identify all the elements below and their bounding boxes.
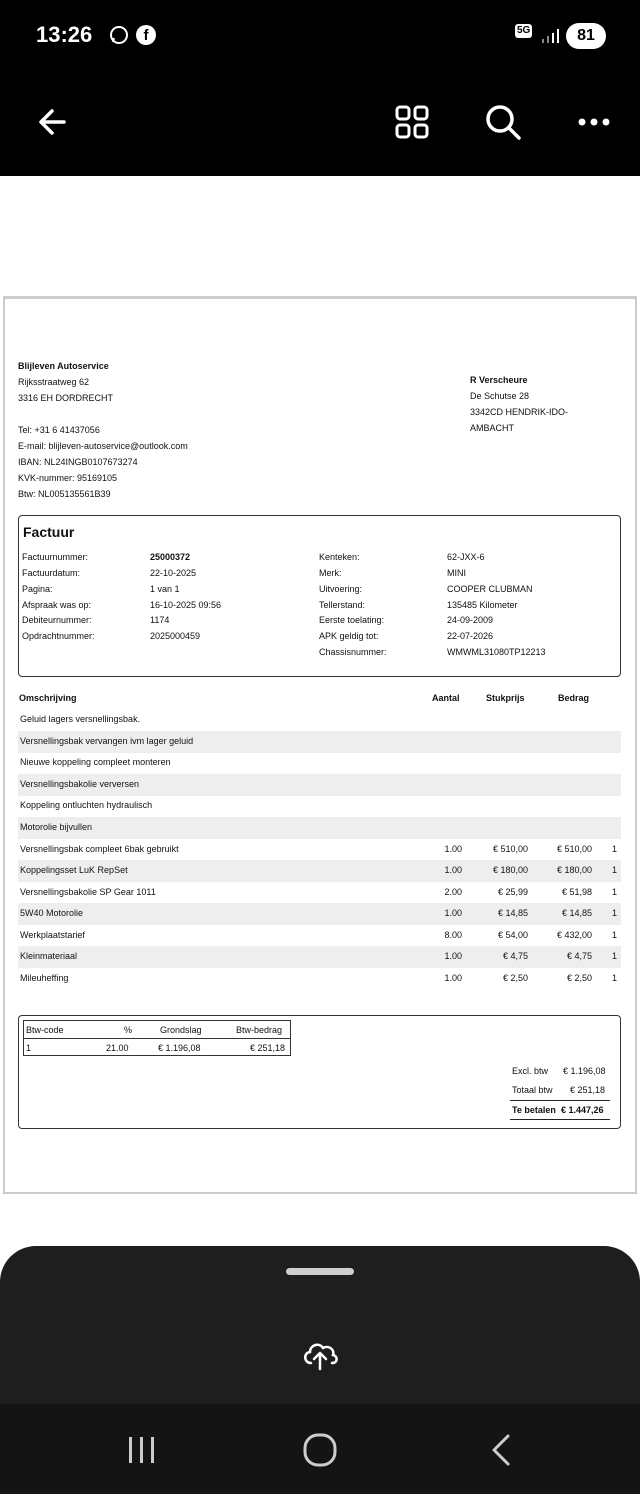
line-unit-price: € 2,50 xyxy=(502,973,528,983)
grid-view-icon[interactable] xyxy=(393,103,433,143)
table-row xyxy=(18,860,621,882)
detail-label: Factuurnummer: xyxy=(22,552,89,562)
detail-label: Pagina: xyxy=(22,584,53,594)
vat-header-percent: % xyxy=(124,1025,133,1035)
line-amount: € 432,00 xyxy=(556,930,592,940)
facebook-icon: f xyxy=(136,25,156,45)
column-header-amount: Bedrag xyxy=(558,693,590,703)
detail-value: WMWML31080TP12213 xyxy=(447,647,546,657)
line-amount: € 14,85 xyxy=(561,908,592,918)
detail-value: 1174 xyxy=(150,615,170,625)
customer-city: 3342CD HENDRIK-IDO- xyxy=(470,407,569,417)
detail-label: Afspraak was op: xyxy=(22,600,92,610)
line-amount: € 51,98 xyxy=(561,887,592,897)
line-quantity: 2.00 xyxy=(444,887,462,897)
signal-icon xyxy=(540,28,560,44)
vat-table-header xyxy=(24,1021,290,1039)
more-options-icon[interactable] xyxy=(576,112,612,132)
detail-label: Factuurdatum: xyxy=(22,568,81,578)
home-icon[interactable] xyxy=(302,1432,338,1468)
table-row xyxy=(18,731,621,753)
line-description: Nieuwe koppeling compleet monteren xyxy=(20,757,171,767)
line-description: Mileuheffing xyxy=(20,973,69,983)
line-description: 5W40 Motorolie xyxy=(20,908,84,918)
table-row xyxy=(18,968,621,990)
detail-label: Eerste toelating: xyxy=(319,615,385,625)
line-quantity: 1.00 xyxy=(444,865,462,875)
line-quantity: 1.00 xyxy=(444,973,462,983)
detail-label: Debiteurnummer: xyxy=(22,615,92,625)
detail-label: Opdrachtnummer: xyxy=(22,631,95,641)
seller-street: Rijksstraatweg 62 xyxy=(18,377,90,387)
seller-kvk: KVK-nummer: 95169105 xyxy=(18,473,118,483)
vat-base: € 1.196,08 xyxy=(158,1043,201,1053)
search-icon[interactable] xyxy=(483,102,523,142)
invoice-title: Factuur xyxy=(23,524,75,540)
detail-value: 16-10-2025 09:56 xyxy=(150,600,222,610)
status-bar xyxy=(0,0,640,72)
detail-value: 2025000459 xyxy=(150,631,201,641)
detail-label: APK geldig tot: xyxy=(319,631,379,641)
battery-indicator: 81 xyxy=(566,23,606,49)
detail-value: 1 van 1 xyxy=(150,584,180,594)
column-header-quantity: Aantal xyxy=(432,693,460,703)
detail-value: 135485 Kilometer xyxy=(447,600,518,610)
detail-label: Tellerstand: xyxy=(319,600,366,610)
table-row xyxy=(18,839,621,861)
totals-divider xyxy=(510,1100,610,1101)
column-header-unit-price: Stukprijs xyxy=(486,693,525,703)
detail-value: COOPER CLUBMAN xyxy=(447,584,533,594)
table-row xyxy=(18,882,621,904)
seller-name: Blijleven Autoservice xyxy=(18,361,109,371)
table-row xyxy=(18,925,621,947)
line-unit-price: € 510,00 xyxy=(492,844,528,854)
line-unit-price: € 180,00 xyxy=(492,865,528,875)
table-row xyxy=(18,946,621,968)
line-unit-price: € 14,85 xyxy=(497,908,528,918)
line-description: Koppelingsset LuK RepSet xyxy=(20,865,128,875)
line-amount: € 180,00 xyxy=(556,865,592,875)
line-quantity: 1.00 xyxy=(444,951,462,961)
seller-email: E-mail: blijleven-autoservice@outlook.com xyxy=(18,441,188,451)
system-nav-bar xyxy=(0,1404,640,1494)
back-icon[interactable] xyxy=(486,1432,516,1468)
table-row xyxy=(18,752,621,774)
totals-underline xyxy=(510,1119,610,1120)
column-header-description: Omschrijving xyxy=(19,693,77,703)
line-vat-code: 1 xyxy=(612,887,618,897)
customer-name: R Verscheure xyxy=(470,375,528,385)
recent-apps-icon[interactable] xyxy=(124,1434,160,1466)
line-vat-code: 1 xyxy=(612,951,618,961)
amount-due-value: € 1.447,26 xyxy=(561,1105,604,1115)
app-bar xyxy=(0,72,640,176)
vat-amount: € 251,18 xyxy=(250,1043,286,1053)
detail-value: 24-09-2009 xyxy=(447,615,494,625)
line-unit-price: € 25,99 xyxy=(497,887,528,897)
line-amount: € 510,00 xyxy=(556,844,592,854)
line-quantity: 1.00 xyxy=(444,844,462,854)
vat-header-base: Grondslag xyxy=(160,1025,202,1035)
status-time: 13:26 xyxy=(36,22,93,47)
line-description: Versnellingsbakolie verversen xyxy=(20,779,140,789)
table-row xyxy=(18,903,621,925)
table-row xyxy=(18,709,621,731)
vat-header-amount: Btw-bedrag xyxy=(236,1025,283,1035)
whatsapp-icon xyxy=(109,25,129,45)
detail-value: MINI xyxy=(447,568,466,578)
network-type: 5G xyxy=(517,25,531,36)
customer-street: De Schutse 28 xyxy=(470,391,530,401)
line-vat-code: 1 xyxy=(612,908,618,918)
vat-percent: 21.00 xyxy=(106,1043,129,1053)
line-description: Geluid lagers versnellingsbak. xyxy=(20,714,141,724)
table-row xyxy=(18,795,621,817)
vat-code: 1 xyxy=(26,1043,32,1053)
excl-vat-value: € 1.196,08 xyxy=(563,1066,606,1076)
vat-header-code: Btw-code xyxy=(26,1025,64,1035)
line-description: Werkplaatstarief xyxy=(20,930,85,940)
line-unit-price: € 54,00 xyxy=(497,930,528,940)
seller-iban: IBAN: NL24INGB0107673274 xyxy=(18,457,138,467)
seller-btw: Btw: NL005135561B39 xyxy=(18,489,111,499)
detail-label: Uitvoering: xyxy=(319,584,363,594)
detail-value: 22-07-2026 xyxy=(447,631,494,641)
line-vat-code: 1 xyxy=(612,865,618,875)
total-vat-label: Totaal btw xyxy=(512,1085,553,1095)
vat-table xyxy=(23,1020,291,1056)
line-amount: € 4,75 xyxy=(566,951,592,961)
line-description: Motorolie bijvullen xyxy=(20,822,93,832)
line-description: Versnellingsbak vervangen ivm lager geluid xyxy=(20,736,194,746)
line-description: Versnellingsbak compleet 6bak gebruikt xyxy=(20,844,179,854)
line-amount: € 2,50 xyxy=(566,973,592,983)
detail-value: 22-10-2025 xyxy=(150,568,197,578)
detail-value: 62-JXX-6 xyxy=(447,552,485,562)
amount-due-label: Te betalen xyxy=(512,1105,556,1115)
line-description: Versnellingsbakolie SP Gear 1011 xyxy=(20,887,156,897)
detail-label: Chassisnummer: xyxy=(319,647,387,657)
line-unit-price: € 4,75 xyxy=(502,951,528,961)
bottom-sheet-handle[interactable] xyxy=(286,1268,354,1275)
total-vat-value: € 251,18 xyxy=(570,1085,606,1095)
detail-label: Merk: xyxy=(319,568,342,578)
line-vat-code: 1 xyxy=(612,973,618,983)
excl-vat-label: Excl. btw xyxy=(512,1066,549,1076)
line-description: Koppeling ontluchten hydraulisch xyxy=(20,800,153,810)
detail-label: Kenteken: xyxy=(319,552,360,562)
line-vat-code: 1 xyxy=(612,930,618,940)
line-quantity: 1.00 xyxy=(444,908,462,918)
line-quantity: 8.00 xyxy=(444,930,462,940)
customer-city-2: AMBACHT xyxy=(470,423,515,433)
table-row xyxy=(18,774,621,796)
back-arrow-icon[interactable] xyxy=(34,102,74,142)
seller-tel: Tel: +31 6 41437056 xyxy=(18,425,100,435)
line-vat-code: 1 xyxy=(612,844,618,854)
table-row xyxy=(18,817,621,839)
line-description: Kleinmateriaal xyxy=(20,951,78,961)
seller-city: 3316 EH DORDRECHT xyxy=(18,393,114,403)
invoice-number: 25000372 xyxy=(150,552,191,562)
cloud-upload-icon[interactable] xyxy=(300,1337,340,1373)
